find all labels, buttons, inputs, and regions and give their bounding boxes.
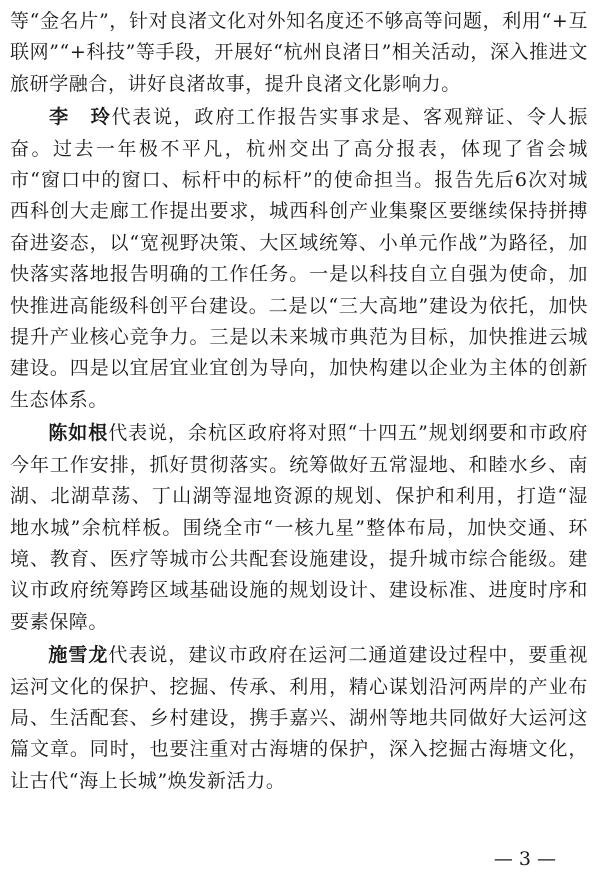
document-body — [10, 6, 588, 799]
speaker-name: 陈如根 — [48, 422, 109, 445]
paragraph-text: 代表说，建议市政府在运河二通道建设过程中，要重视运河文化的保护、挖掘、传承、利用，精心谋划沿河两岸的产业布局、生活配套、乡村建设，携手嘉兴、湖州等地共同做好大运河这篇文章。同时，也要注重对古海塘的保护，深入挖掘古海塘文化，让古代“海上长城”焕发新活力。 — [10, 644, 588, 792]
paragraph-chen-rugen — [10, 418, 588, 638]
paragraph-text: 代表说，政府工作报告实事求是、客观辩证、令人振奋。过去一年极不平凡，杭州交出了高分报表，体现了省会城市“窗口中的窗口、标杆中的标杆”的使命担当。报告先后6次对城西科创大走廊工作提出要求，城西科创产业集聚区要继续保持拼搏奋进姿态，以“宽视野决策、大区域统筹、小单元作战”为路径，加快落实落地报告明确的工作任务。一是以科技自立自强为使命，加快推进高能级科创平台建设。二是以“三大高地”建设为依托，加快提升产业核心竞争力。三是以未来城市典范为目标，加快推进云城建设。四是以宜居宜业宜创为导向，加快构建以企业为主体的创新生态体系。 — [10, 106, 588, 411]
page-number: — 3 — — [493, 848, 556, 870]
paragraph-text: 等“金名片”，针对良渚文化对外知名度还不够高等问题，利用“+互联网”“+科技”等手段，开展好“杭州良渚日”相关活动，深入推进文旅研学融合，讲好良渚故事，提升良渚文化影响力。 — [10, 10, 588, 95]
paragraph-text: 代表说，余杭区政府将对照“十四五”规划纲要和市政府今年工作安排，抓好贯彻落实。统筹做好五常湿地、和睦水乡、南湖、北湖草荡、丁山湖等湿地资源的规划、保护和利用，打造“湿地水城”余杭样板。围绕全市“一核九星”整体布局，加快交通、环境、教育、医疗等城市公共配套设施建设，提升城市综合能级。建议市政府统筹跨区域基础设施的规划设计、建设标准、进度时序和要素保障。 — [10, 422, 588, 633]
speaker-name: 施雪龙 — [48, 644, 109, 667]
speaker-name: 李 玲 — [48, 106, 112, 129]
paragraph-li-ling — [10, 102, 588, 416]
paragraph-shi-xuelong — [10, 640, 588, 797]
paragraph-continuation — [10, 6, 588, 100]
